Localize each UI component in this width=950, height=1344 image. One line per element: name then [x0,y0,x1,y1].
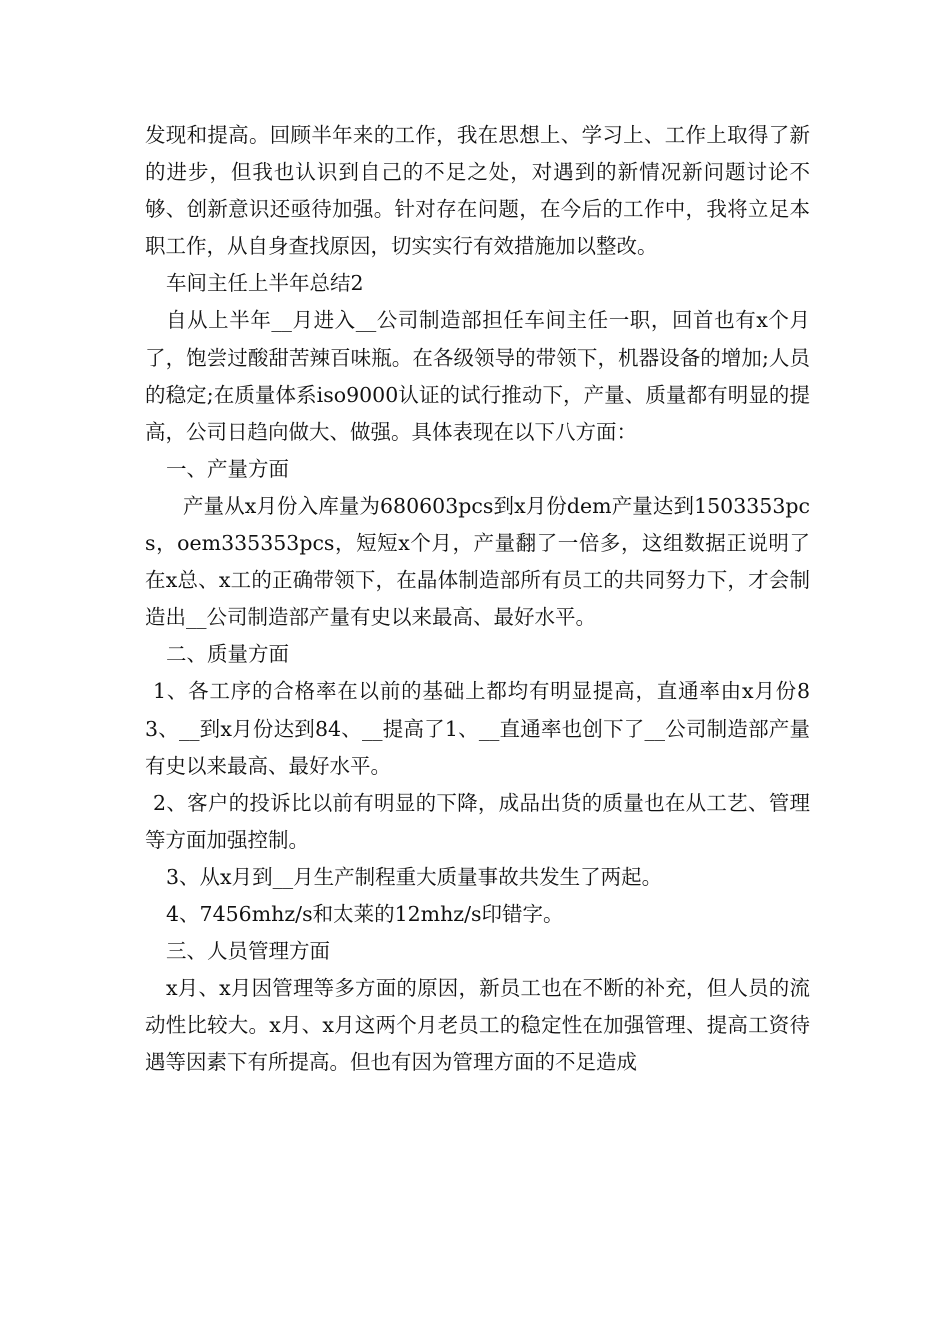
paragraph-intro: 自从上半年__月进入__公司制造部担任车间主任一职，回首也有x个月了，饱尝过酸甜苦辣百味瓶。在各级领导的带领下，机器设备的增加;人员的稳定;在质量体系iso9000认证的试行推动下，产量、质量都有明显的提高，公司日趋向做大、做强。具体表现在以下八方面： [145,308,810,444]
paragraph-personnel: x月、x月因管理等多方面的原因，新员工也在不断的补充，但人员的流动性比较大。x月、x月这两个月老员工的稳定性在加强管理、提高工资待遇等因素下有所提高。但也有因为管理方面的不足造成 [145,976,810,1075]
list-item-quality-1: 1、各工序的合格率在以前的基础上都均有明显提高，直通率由x月份83、__到x月份达到84、__提高了1、__直通率也创下了__公司制造部产量有史以来最高、最好水平。 [145,679,810,778]
document-body [145,117,810,1081]
paragraph-conclusion: 发现和提高。回顾半年来的工作，我在思想上、学习上、工作上取得了新的进步，但我也认识到自己的不足之处，对遇到的新情况新问题讨论不够、创新意识还亟待加强。针对存在问题，在今后的工作中，我将立足本职工作，从自身查找原因，切实实行有效措施加以整改。 [145,123,810,259]
heading-personnel: 三、人员管理方面 [166,939,330,964]
heading-output: 一、产量方面 [166,456,289,481]
paragraph-output: 产量从x月份入库量为680603pcs到x月份dem产量达到1503353pcs，oem335353pcs，短短x个月，产量翻了一倍多，这组数据正说明了在x总、x工的正确带领下，在晶体制造部所有员工的共同努力下，才会制造出__公司制造部产量有史以来最高、最好水平。 [145,493,810,630]
list-item-quality-4: 4、7456mhz/s和太莱的12mhz/s印错字。 [166,901,564,926]
list-item-quality-3: 3、从x月到__月生产制程重大质量事故共发生了两起。 [166,864,663,889]
heading-quality: 二、质量方面 [166,642,289,667]
list-item-quality-2: 2、客户的投诉比以前有明显的下降，成品出货的质量也在从工艺、管理等方面加强控制。 [145,790,810,852]
section-title: 车间主任上半年总结2 [166,271,364,296]
